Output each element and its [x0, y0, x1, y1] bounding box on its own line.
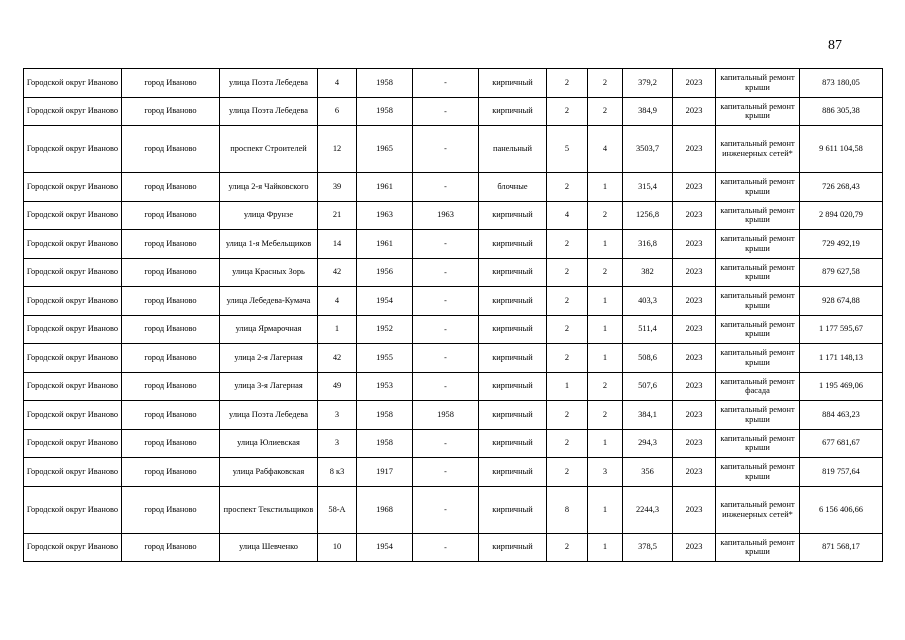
cell-plan-year: 2023 [673, 201, 716, 230]
cell-municipality: Городской округ Иваново [24, 372, 122, 401]
cell-house-number: 4 [318, 287, 357, 316]
cell-plan-year: 2023 [673, 287, 716, 316]
cell-year-renovated: - [413, 287, 479, 316]
cell-wall-material: кирпичный [479, 258, 547, 287]
cell-area: 382 [623, 258, 673, 287]
table-row [24, 69, 883, 98]
table-row [24, 230, 883, 259]
cell-wall-material: кирпичный [479, 287, 547, 316]
cell-street: улица Поэта Лебедева [220, 97, 318, 126]
cell-cost: 1 177 595,67 [800, 315, 883, 344]
cell-plan-year: 2023 [673, 97, 716, 126]
cell-house-number: 42 [318, 258, 357, 287]
cell-house-number: 3 [318, 401, 357, 430]
cell-entrances: 3 [588, 458, 623, 487]
cell-area: 384,9 [623, 97, 673, 126]
cell-wall-material: кирпичный [479, 486, 547, 533]
cell-year-built: 1958 [357, 401, 413, 430]
cell-cost: 1 171 148,13 [800, 344, 883, 373]
cell-plan-year: 2023 [673, 486, 716, 533]
cell-street: улица Красных Зорь [220, 258, 318, 287]
cell-street: улица Юлиевская [220, 429, 318, 458]
cell-work-type: капитальный ремонт крыши [716, 315, 800, 344]
cell-floors: 2 [547, 401, 588, 430]
cell-floors: 2 [547, 97, 588, 126]
cell-floors: 5 [547, 126, 588, 173]
cell-house-number: 39 [318, 173, 357, 202]
cell-wall-material: кирпичный [479, 201, 547, 230]
cell-entrances: 1 [588, 287, 623, 316]
table-row [24, 486, 883, 533]
cell-wall-material: кирпичный [479, 533, 547, 562]
cell-house-number: 10 [318, 533, 357, 562]
cell-house-number: 8 к3 [318, 458, 357, 487]
cell-locality: город Иваново [122, 126, 220, 173]
cell-year-renovated: - [413, 429, 479, 458]
cell-locality: город Иваново [122, 201, 220, 230]
cell-cost: 884 463,23 [800, 401, 883, 430]
cell-area: 315,4 [623, 173, 673, 202]
table-row [24, 429, 883, 458]
cell-year-renovated: - [413, 533, 479, 562]
cell-street: улица Поэта Лебедева [220, 69, 318, 98]
cell-work-type: капитальный ремонт крыши [716, 401, 800, 430]
cell-wall-material: кирпичный [479, 401, 547, 430]
cell-municipality: Городской округ Иваново [24, 201, 122, 230]
cell-year-renovated: - [413, 258, 479, 287]
cell-year-built: 1955 [357, 344, 413, 373]
cell-plan-year: 2023 [673, 173, 716, 202]
cell-work-type: капитальный ремонт крыши [716, 230, 800, 259]
cell-work-type: капитальный ремонт крыши [716, 173, 800, 202]
cell-year-built: 1965 [357, 126, 413, 173]
cell-year-renovated: - [413, 69, 479, 98]
cell-municipality: Городской округ Иваново [24, 230, 122, 259]
cell-cost: 726 268,43 [800, 173, 883, 202]
cell-cost: 1 195 469,06 [800, 372, 883, 401]
cell-cost: 9 611 104,58 [800, 126, 883, 173]
cell-locality: город Иваново [122, 344, 220, 373]
cell-municipality: Городской округ Иваново [24, 173, 122, 202]
cell-house-number: 21 [318, 201, 357, 230]
cell-locality: город Иваново [122, 533, 220, 562]
cell-year-built: 1954 [357, 287, 413, 316]
cell-floors: 4 [547, 201, 588, 230]
cell-house-number: 12 [318, 126, 357, 173]
cell-work-type: капитальный ремонт крыши [716, 258, 800, 287]
cell-plan-year: 2023 [673, 533, 716, 562]
cell-locality: город Иваново [122, 173, 220, 202]
cell-wall-material: кирпичный [479, 458, 547, 487]
cell-area: 1256,8 [623, 201, 673, 230]
cell-locality: город Иваново [122, 258, 220, 287]
cell-year-renovated: - [413, 126, 479, 173]
cell-entrances: 2 [588, 69, 623, 98]
cell-street: улица Поэта Лебедева [220, 401, 318, 430]
cell-entrances: 1 [588, 429, 623, 458]
cell-house-number: 42 [318, 344, 357, 373]
cell-municipality: Городской округ Иваново [24, 429, 122, 458]
cell-area: 3503,7 [623, 126, 673, 173]
table-row [24, 533, 883, 562]
cell-wall-material: кирпичный [479, 97, 547, 126]
cell-plan-year: 2023 [673, 230, 716, 259]
cell-municipality: Городской округ Иваново [24, 287, 122, 316]
cell-plan-year: 2023 [673, 315, 716, 344]
cell-cost: 873 180,05 [800, 69, 883, 98]
cell-entrances: 2 [588, 201, 623, 230]
cell-plan-year: 2023 [673, 372, 716, 401]
cell-entrances: 1 [588, 315, 623, 344]
cell-plan-year: 2023 [673, 344, 716, 373]
table-row [24, 201, 883, 230]
cell-municipality: Городской округ Иваново [24, 315, 122, 344]
cell-cost: 871 568,17 [800, 533, 883, 562]
cell-locality: город Иваново [122, 372, 220, 401]
cell-year-built: 1958 [357, 97, 413, 126]
cell-street: улица Ярмарочная [220, 315, 318, 344]
cell-work-type: капитальный ремонт крыши [716, 429, 800, 458]
cell-floors: 2 [547, 258, 588, 287]
cell-work-type: капитальный ремонт крыши [716, 201, 800, 230]
cell-cost: 819 757,64 [800, 458, 883, 487]
cell-plan-year: 2023 [673, 126, 716, 173]
table-row [24, 315, 883, 344]
cell-floors: 8 [547, 486, 588, 533]
cell-year-built: 1952 [357, 315, 413, 344]
cell-street: улица 3-я Лагерная [220, 372, 318, 401]
cell-wall-material: кирпичный [479, 429, 547, 458]
cell-year-built: 1954 [357, 533, 413, 562]
cell-entrances: 2 [588, 97, 623, 126]
cell-plan-year: 2023 [673, 429, 716, 458]
cell-house-number: 3 [318, 429, 357, 458]
cell-area: 384,1 [623, 401, 673, 430]
cell-year-built: 1958 [357, 429, 413, 458]
cell-year-renovated: - [413, 458, 479, 487]
cell-house-number: 1 [318, 315, 357, 344]
cell-street: улица Фрунзе [220, 201, 318, 230]
cell-entrances: 1 [588, 486, 623, 533]
cell-wall-material: кирпичный [479, 315, 547, 344]
cell-year-renovated: - [413, 372, 479, 401]
cell-house-number: 49 [318, 372, 357, 401]
cell-street: улица 2-я Лагерная [220, 344, 318, 373]
cell-cost: 6 156 406,66 [800, 486, 883, 533]
cell-cost: 729 492,19 [800, 230, 883, 259]
cell-floors: 1 [547, 372, 588, 401]
cell-work-type: капитальный ремонт крыши [716, 458, 800, 487]
cell-year-renovated: - [413, 344, 479, 373]
cell-work-type: капитальный ремонт крыши [716, 344, 800, 373]
cell-locality: город Иваново [122, 429, 220, 458]
table-row [24, 258, 883, 287]
cell-work-type: капитальный ремонт крыши [716, 97, 800, 126]
cell-area: 294,3 [623, 429, 673, 458]
cell-work-type: капитальный ремонт крыши [716, 69, 800, 98]
cell-floors: 2 [547, 344, 588, 373]
cell-floors: 2 [547, 230, 588, 259]
cell-area: 403,3 [623, 287, 673, 316]
cell-year-built: 1963 [357, 201, 413, 230]
cell-plan-year: 2023 [673, 458, 716, 487]
cell-floors: 2 [547, 315, 588, 344]
cell-locality: город Иваново [122, 69, 220, 98]
cell-year-built: 1958 [357, 69, 413, 98]
cell-municipality: Городской округ Иваново [24, 401, 122, 430]
cell-plan-year: 2023 [673, 401, 716, 430]
cell-municipality: Городской округ Иваново [24, 126, 122, 173]
cell-house-number: 14 [318, 230, 357, 259]
cell-floors: 2 [547, 458, 588, 487]
cell-floors: 2 [547, 69, 588, 98]
cell-locality: город Иваново [122, 97, 220, 126]
cell-street: улица Лебедева-Кумача [220, 287, 318, 316]
cell-house-number: 6 [318, 97, 357, 126]
cell-year-renovated: - [413, 486, 479, 533]
cell-cost: 2 894 020,79 [800, 201, 883, 230]
cell-municipality: Городской округ Иваново [24, 458, 122, 487]
cell-locality: город Иваново [122, 230, 220, 259]
cell-floors: 2 [547, 173, 588, 202]
cell-street: проспект Строителей [220, 126, 318, 173]
cell-plan-year: 2023 [673, 258, 716, 287]
cell-wall-material: кирпичный [479, 344, 547, 373]
table-row [24, 287, 883, 316]
cell-work-type: капитальный ремонт инженерных сетей* [716, 126, 800, 173]
cell-municipality: Городской округ Иваново [24, 344, 122, 373]
cell-floors: 2 [547, 287, 588, 316]
cell-municipality: Городской округ Иваново [24, 533, 122, 562]
cell-work-type: капитальный ремонт фасада [716, 372, 800, 401]
cell-area: 2244,3 [623, 486, 673, 533]
cell-year-built: 1953 [357, 372, 413, 401]
cell-area: 356 [623, 458, 673, 487]
cell-area: 508,6 [623, 344, 673, 373]
table-body [24, 69, 883, 562]
cell-entrances: 1 [588, 230, 623, 259]
cell-plan-year: 2023 [673, 69, 716, 98]
cell-wall-material: кирпичный [479, 372, 547, 401]
page-number: 87 [828, 38, 842, 53]
cell-year-built: 1961 [357, 173, 413, 202]
table-row [24, 344, 883, 373]
cell-area: 379,2 [623, 69, 673, 98]
cell-street: улица Рабфаковская [220, 458, 318, 487]
cell-municipality: Городской округ Иваново [24, 258, 122, 287]
cell-year-renovated: - [413, 315, 479, 344]
cell-street: проспект Текстильщиков [220, 486, 318, 533]
cell-entrances: 1 [588, 173, 623, 202]
cell-year-renovated: 1958 [413, 401, 479, 430]
table-row [24, 372, 883, 401]
cell-year-built: 1961 [357, 230, 413, 259]
cell-entrances: 2 [588, 258, 623, 287]
cell-work-type: капитальный ремонт крыши [716, 287, 800, 316]
cell-entrances: 4 [588, 126, 623, 173]
cell-area: 378,5 [623, 533, 673, 562]
cell-municipality: Городской округ Иваново [24, 97, 122, 126]
cell-wall-material: блочные [479, 173, 547, 202]
cell-work-type: капитальный ремонт крыши [716, 533, 800, 562]
cell-house-number: 58-А [318, 486, 357, 533]
cell-year-renovated: - [413, 173, 479, 202]
cell-street: улица 1-я Мебельщиков [220, 230, 318, 259]
cell-entrances: 1 [588, 533, 623, 562]
cell-year-renovated: - [413, 97, 479, 126]
cell-locality: город Иваново [122, 401, 220, 430]
cell-cost: 928 674,88 [800, 287, 883, 316]
cell-locality: город Иваново [122, 315, 220, 344]
cell-municipality: Городской округ Иваново [24, 486, 122, 533]
cell-wall-material: кирпичный [479, 69, 547, 98]
cell-wall-material: панельный [479, 126, 547, 173]
cell-year-built: 1956 [357, 258, 413, 287]
cell-floors: 2 [547, 533, 588, 562]
cell-house-number: 4 [318, 69, 357, 98]
cell-year-renovated: - [413, 230, 479, 259]
table-row [24, 97, 883, 126]
cell-entrances: 2 [588, 372, 623, 401]
cell-locality: город Иваново [122, 486, 220, 533]
housing-renovation-table [23, 68, 883, 562]
cell-year-renovated: 1963 [413, 201, 479, 230]
cell-cost: 879 627,58 [800, 258, 883, 287]
cell-floors: 2 [547, 429, 588, 458]
cell-year-built: 1917 [357, 458, 413, 487]
cell-wall-material: кирпичный [479, 230, 547, 259]
cell-year-built: 1968 [357, 486, 413, 533]
cell-street: улица 2-я Чайковского [220, 173, 318, 202]
cell-area: 316,8 [623, 230, 673, 259]
cell-work-type: капитальный ремонт инженерных сетей* [716, 486, 800, 533]
cell-area: 511,4 [623, 315, 673, 344]
cell-locality: город Иваново [122, 287, 220, 316]
cell-street: улица Шевченко [220, 533, 318, 562]
cell-area: 507,6 [623, 372, 673, 401]
table-row [24, 173, 883, 202]
cell-locality: город Иваново [122, 458, 220, 487]
cell-entrances: 1 [588, 344, 623, 373]
cell-cost: 886 305,38 [800, 97, 883, 126]
table-row [24, 126, 883, 173]
table-row [24, 458, 883, 487]
cell-cost: 677 681,67 [800, 429, 883, 458]
table-row [24, 401, 883, 430]
cell-municipality: Городской округ Иваново [24, 69, 122, 98]
cell-entrances: 2 [588, 401, 623, 430]
